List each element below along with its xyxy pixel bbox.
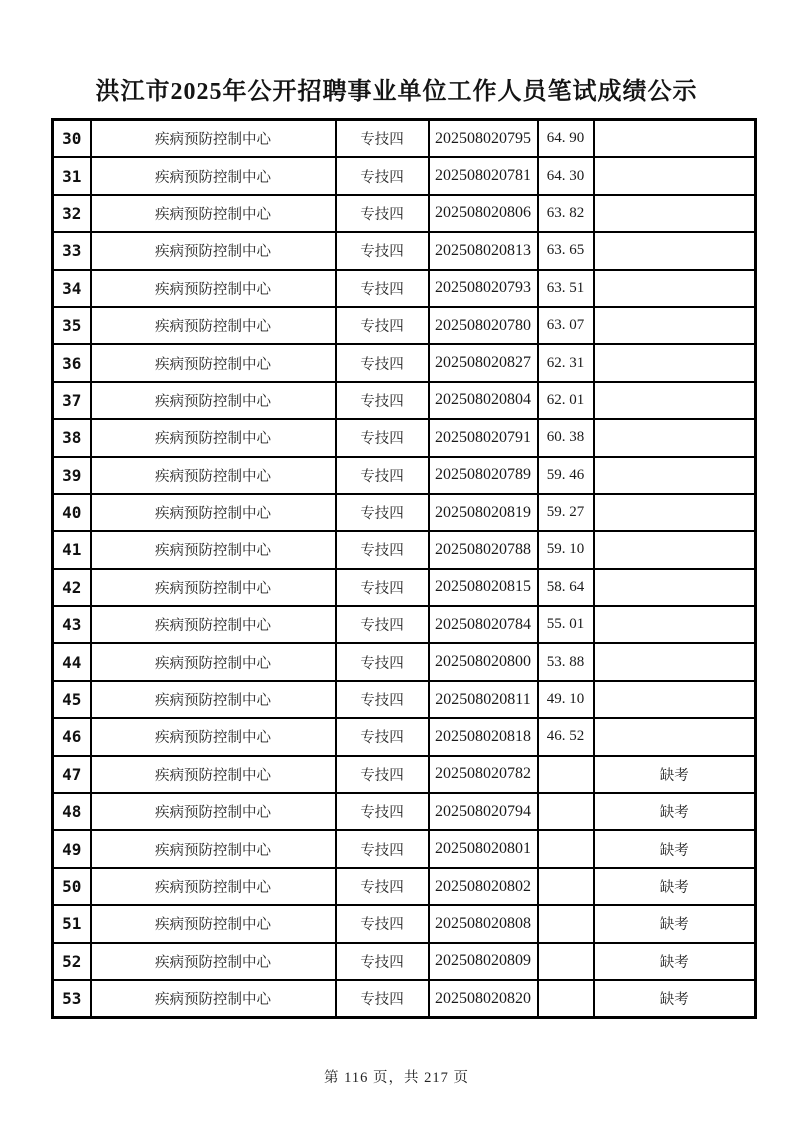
note-cell [594, 270, 756, 307]
post-code-cell: 专技四 [336, 569, 429, 606]
post-code-cell: 专技四 [336, 756, 429, 793]
exam-number-cell: 202508020793 [429, 270, 538, 307]
table-row [53, 494, 756, 531]
org-name-cell: 疾病预防控制中心 [91, 718, 336, 755]
post-code-cell: 专技四 [336, 531, 429, 568]
score-cell [538, 943, 594, 980]
row-number-cell: 37 [53, 382, 91, 419]
table-row [53, 195, 756, 232]
post-code-cell: 专技四 [336, 457, 429, 494]
note-cell [594, 232, 756, 269]
exam-number-cell: 202508020780 [429, 307, 538, 344]
table-row [53, 793, 756, 830]
row-number-cell: 31 [53, 157, 91, 194]
score-cell: 64. 90 [538, 120, 594, 158]
exam-number-cell: 202508020791 [429, 419, 538, 456]
post-code-cell: 专技四 [336, 830, 429, 867]
score-cell: 60. 38 [538, 419, 594, 456]
score-cell: 58. 64 [538, 569, 594, 606]
score-cell: 59. 27 [538, 494, 594, 531]
post-code-cell: 专技四 [336, 195, 429, 232]
table-row [53, 270, 756, 307]
note-cell [594, 382, 756, 419]
row-number-cell: 33 [53, 232, 91, 269]
post-code-cell: 专技四 [336, 270, 429, 307]
exam-number-cell: 202508020806 [429, 195, 538, 232]
note-cell: 缺考 [594, 905, 756, 942]
exam-number-cell: 202508020813 [429, 232, 538, 269]
table-row [53, 307, 756, 344]
score-cell: 62. 31 [538, 344, 594, 381]
org-name-cell: 疾病预防控制中心 [91, 756, 336, 793]
note-cell [594, 718, 756, 755]
exam-number-cell: 202508020804 [429, 382, 538, 419]
note-cell [594, 606, 756, 643]
exam-number-cell: 202508020819 [429, 494, 538, 531]
score-table [51, 118, 757, 1019]
org-name-cell: 疾病预防控制中心 [91, 643, 336, 680]
score-cell: 59. 10 [538, 531, 594, 568]
post-code-cell: 专技四 [336, 643, 429, 680]
note-cell: 缺考 [594, 793, 756, 830]
org-name-cell: 疾病预防控制中心 [91, 905, 336, 942]
row-number-cell: 43 [53, 606, 91, 643]
note-cell [594, 419, 756, 456]
page-footer: 第 116 页，共 217 页 [324, 1070, 469, 1086]
score-cell: 55. 01 [538, 606, 594, 643]
note-cell [594, 457, 756, 494]
row-number-cell: 45 [53, 681, 91, 718]
row-number-cell: 47 [53, 756, 91, 793]
row-number-cell: 53 [53, 980, 91, 1018]
exam-number-cell: 202508020794 [429, 793, 538, 830]
exam-number-cell: 202508020795 [429, 120, 538, 158]
exam-number-cell: 202508020802 [429, 868, 538, 905]
org-name-cell: 疾病预防控制中心 [91, 157, 336, 194]
exam-number-cell: 202508020800 [429, 643, 538, 680]
org-name-cell: 疾病预防控制中心 [91, 868, 336, 905]
score-cell: 63. 82 [538, 195, 594, 232]
note-cell [594, 307, 756, 344]
note-cell [594, 120, 756, 158]
table-row [53, 868, 756, 905]
row-number-cell: 50 [53, 868, 91, 905]
note-cell: 缺考 [594, 980, 756, 1018]
org-name-cell: 疾病预防控制中心 [91, 494, 336, 531]
org-name-cell: 疾病预防控制中心 [91, 569, 336, 606]
score-cell [538, 868, 594, 905]
org-name-cell: 疾病预防控制中心 [91, 232, 336, 269]
score-cell: 63. 65 [538, 232, 594, 269]
org-name-cell: 疾病预防控制中心 [91, 830, 336, 867]
org-name-cell: 疾病预防控制中心 [91, 943, 336, 980]
note-cell [594, 681, 756, 718]
note-cell: 缺考 [594, 830, 756, 867]
row-number-cell: 44 [53, 643, 91, 680]
score-cell: 49. 10 [538, 681, 594, 718]
exam-number-cell: 202508020818 [429, 718, 538, 755]
org-name-cell: 疾病预防控制中心 [91, 344, 336, 381]
score-cell: 64. 30 [538, 157, 594, 194]
score-cell: 59. 46 [538, 457, 594, 494]
exam-number-cell: 202508020784 [429, 606, 538, 643]
row-number-cell: 48 [53, 793, 91, 830]
post-code-cell: 专技四 [336, 980, 429, 1018]
note-cell [594, 157, 756, 194]
post-code-cell: 专技四 [336, 232, 429, 269]
exam-number-cell: 202508020827 [429, 344, 538, 381]
page-title: 洪江市2025年公开招聘事业单位工作人员笔试成绩公示 [95, 79, 698, 105]
exam-number-cell: 202508020811 [429, 681, 538, 718]
post-code-cell: 专技四 [336, 905, 429, 942]
table-row [53, 606, 756, 643]
score-cell: 53. 88 [538, 643, 594, 680]
table-row [53, 980, 756, 1018]
post-code-cell: 专技四 [336, 943, 429, 980]
org-name-cell: 疾病预防控制中心 [91, 457, 336, 494]
row-number-cell: 49 [53, 830, 91, 867]
post-code-cell: 专技四 [336, 419, 429, 456]
table-row [53, 830, 756, 867]
org-name-cell: 疾病预防控制中心 [91, 606, 336, 643]
row-number-cell: 46 [53, 718, 91, 755]
org-name-cell: 疾病预防控制中心 [91, 681, 336, 718]
note-cell [594, 531, 756, 568]
table-row [53, 905, 756, 942]
row-number-cell: 41 [53, 531, 91, 568]
score-cell: 63. 51 [538, 270, 594, 307]
table-row [53, 943, 756, 980]
table-row [53, 344, 756, 381]
row-number-cell: 52 [53, 943, 91, 980]
org-name-cell: 疾病预防控制中心 [91, 793, 336, 830]
score-cell [538, 793, 594, 830]
row-number-cell: 51 [53, 905, 91, 942]
row-number-cell: 36 [53, 344, 91, 381]
score-cell [538, 980, 594, 1018]
post-code-cell: 专技四 [336, 307, 429, 344]
table-row [53, 718, 756, 755]
org-name-cell: 疾病预防控制中心 [91, 419, 336, 456]
note-cell [594, 569, 756, 606]
note-cell [594, 494, 756, 531]
score-cell [538, 905, 594, 942]
table-row [53, 756, 756, 793]
exam-number-cell: 202508020808 [429, 905, 538, 942]
org-name-cell: 疾病预防控制中心 [91, 120, 336, 158]
score-table-body [53, 120, 756, 1018]
table-row [53, 120, 756, 158]
table-row [53, 681, 756, 718]
row-number-cell: 38 [53, 419, 91, 456]
note-cell [594, 195, 756, 232]
post-code-cell: 专技四 [336, 382, 429, 419]
note-cell: 缺考 [594, 756, 756, 793]
note-cell: 缺考 [594, 943, 756, 980]
row-number-cell: 42 [53, 569, 91, 606]
row-number-cell: 40 [53, 494, 91, 531]
table-row [53, 531, 756, 568]
org-name-cell: 疾病预防控制中心 [91, 270, 336, 307]
table-row [53, 419, 756, 456]
note-cell [594, 344, 756, 381]
row-number-cell: 34 [53, 270, 91, 307]
table-row [53, 569, 756, 606]
exam-number-cell: 202508020820 [429, 980, 538, 1018]
note-cell: 缺考 [594, 868, 756, 905]
row-number-cell: 32 [53, 195, 91, 232]
exam-number-cell: 202508020781 [429, 157, 538, 194]
org-name-cell: 疾病预防控制中心 [91, 307, 336, 344]
post-code-cell: 专技四 [336, 157, 429, 194]
table-row [53, 232, 756, 269]
row-number-cell: 39 [53, 457, 91, 494]
table-row [53, 457, 756, 494]
post-code-cell: 专技四 [336, 494, 429, 531]
org-name-cell: 疾病预防控制中心 [91, 531, 336, 568]
table-row [53, 382, 756, 419]
score-cell [538, 830, 594, 867]
note-cell [594, 643, 756, 680]
score-cell: 46. 52 [538, 718, 594, 755]
table-row [53, 643, 756, 680]
post-code-cell: 专技四 [336, 681, 429, 718]
score-cell [538, 756, 594, 793]
org-name-cell: 疾病预防控制中心 [91, 980, 336, 1018]
post-code-cell: 专技四 [336, 606, 429, 643]
exam-number-cell: 202508020788 [429, 531, 538, 568]
org-name-cell: 疾病预防控制中心 [91, 382, 336, 419]
exam-number-cell: 202508020801 [429, 830, 538, 867]
score-cell: 63. 07 [538, 307, 594, 344]
row-number-cell: 35 [53, 307, 91, 344]
table-row [53, 157, 756, 194]
post-code-cell: 专技四 [336, 344, 429, 381]
exam-number-cell: 202508020782 [429, 756, 538, 793]
org-name-cell: 疾病预防控制中心 [91, 195, 336, 232]
exam-number-cell: 202508020815 [429, 569, 538, 606]
exam-number-cell: 202508020809 [429, 943, 538, 980]
post-code-cell: 专技四 [336, 868, 429, 905]
exam-number-cell: 202508020789 [429, 457, 538, 494]
post-code-cell: 专技四 [336, 793, 429, 830]
post-code-cell: 专技四 [336, 120, 429, 158]
row-number-cell: 30 [53, 120, 91, 158]
score-cell: 62. 01 [538, 382, 594, 419]
post-code-cell: 专技四 [336, 718, 429, 755]
